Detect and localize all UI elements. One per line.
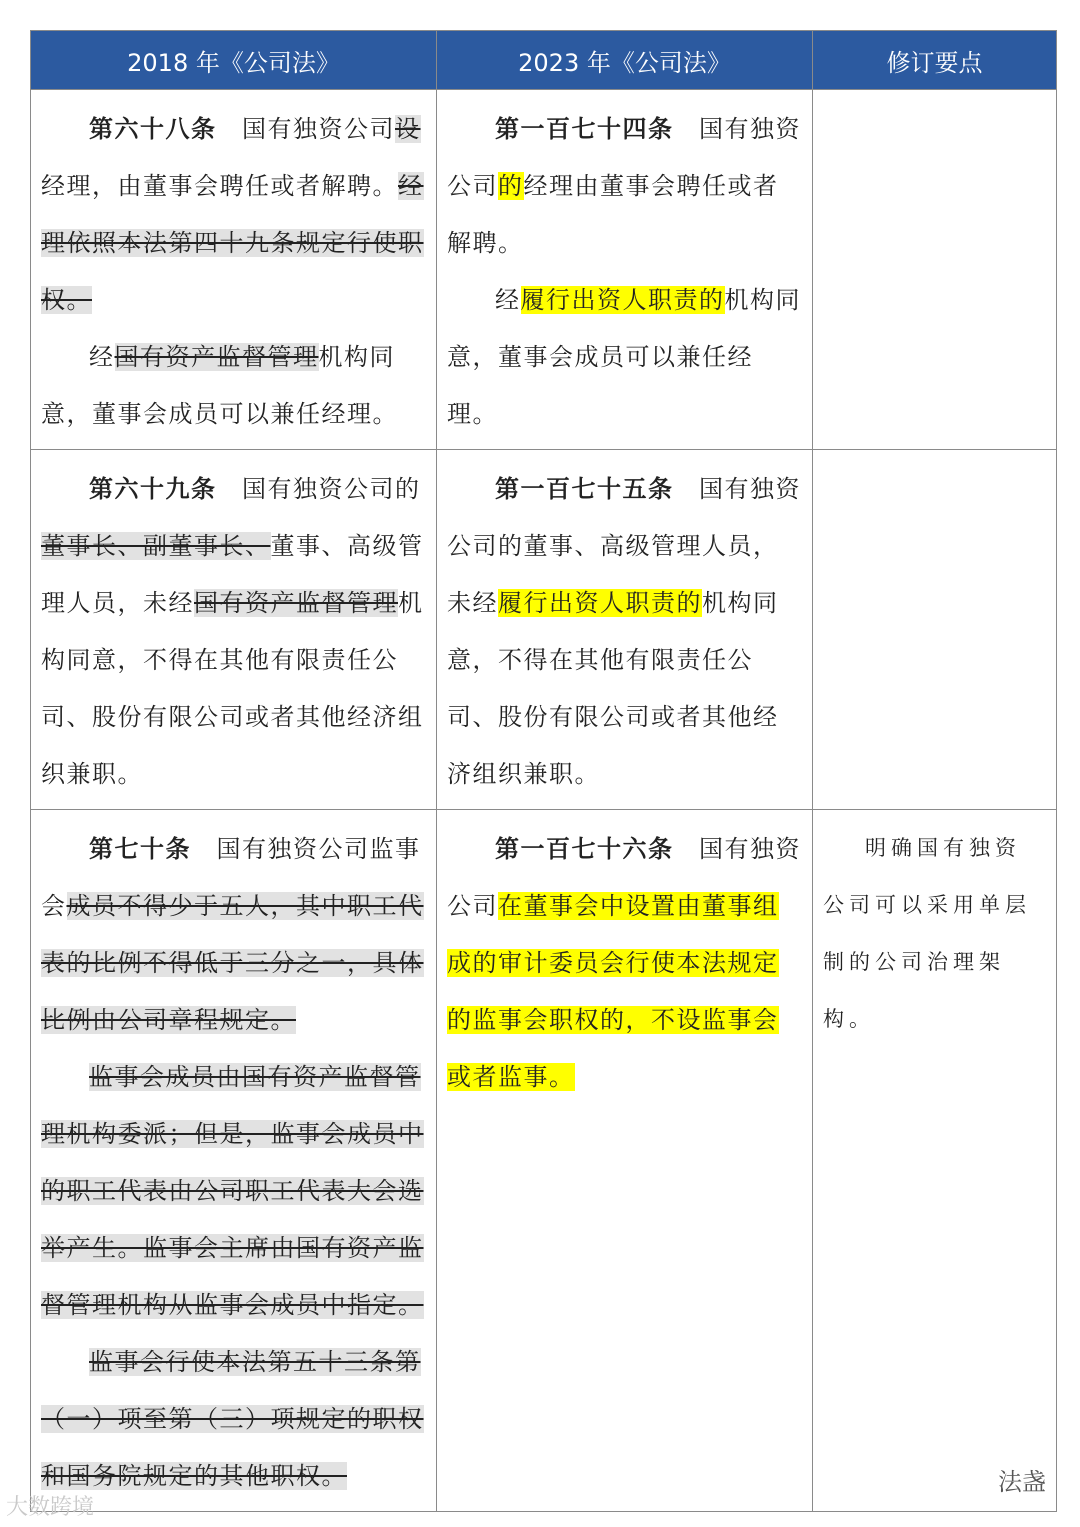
text: 机构同意，董事会成员可以兼任经理。 [41,343,398,428]
text: 经 [495,286,521,314]
text: 国有独资公司的董事、高级管理人员，未经 [447,475,801,617]
old-law-cell [31,450,437,810]
new-law-cell [437,810,813,1512]
text: 国有独资公司 [447,115,801,200]
deleted-text: 董事长、副董事长、 [41,532,271,560]
article-number: 第一百七十五条 [495,474,674,503]
header-2023: 2023 年《公司法》 [437,31,813,90]
paragraph [41,820,426,1049]
table-row [31,450,1057,810]
article-number: 第七十条 [89,834,191,863]
deleted-text: 成员不得少于五人，其中职工代表的比例不得低于三分之一，具体比例由公司章程规定。 [41,892,424,1034]
highlighted-text: 的 [498,172,524,200]
text: 机构同意，董事会成员可以兼任经理。 [447,286,801,428]
deleted-text: 国有资产监督管理 [194,589,398,617]
paragraph [447,272,802,443]
paragraph [447,820,802,1106]
text: 国有独资公司监事会 [41,835,421,920]
text: 国有独资公司 [447,835,801,920]
article-number: 第一百七十六条 [495,834,674,863]
header-notes: 修订要点 [813,31,1057,90]
watermark-left: 大数跨境 [6,1495,95,1520]
notes-cell [813,450,1057,810]
text: 董事、高级管理人员，未经 [41,532,424,617]
deleted-text: 监事会成员由国有资产监督管理机构委派；但是，监事会成员中的职工代表由公司职工代表大会选举产生。监事会主席由国有资产监督管理机构从监事会成员中指定。 [41,1063,424,1319]
text: 经理，由董事会聘任或者解聘。 [41,172,398,200]
header-2018: 2018 年《公司法》 [31,31,437,90]
deleted-text: 监事会行使本法第五十三条第（一）项至第（三）项规定的职权和国务院规定的其他职权。 [41,1348,424,1490]
header-row [31,31,1057,90]
paragraph [447,460,802,803]
paragraph [447,100,802,272]
article-number: 第六十八条 [89,114,217,143]
text: 经 [89,343,115,371]
highlighted-text: 履行出资人职责的 [520,286,725,314]
watermark-right: 法盏 [998,1468,1046,1496]
new-law-cell [437,90,813,450]
highlighted-text: 履行出资人职责的 [498,589,702,617]
notes-cell [813,810,1057,1512]
article-number: 第一百七十四条 [495,114,674,143]
paragraph [41,1334,426,1505]
deleted-text: 国有资产监督管理 [114,343,319,371]
article-number: 第六十九条 [89,474,217,503]
new-law-cell [437,450,813,810]
paragraph [41,1049,426,1334]
highlighted-text: 在董事会中设置由董事组成的审计委员会行使本法规定的监事会职权的，不设监事会或者监事。 [447,892,779,1091]
revision-note: 明确国有独资公司可以采用单层制的公司治理架构。 [823,836,1031,1031]
deleted-text: 经理依照本法第四十九条规定行使职权。 [41,172,424,314]
law-comparison-table [30,30,1057,1512]
paragraph [41,460,426,803]
old-law-cell [31,810,437,1512]
text: 机构同意，不得在其他有限责任公司、股份有限公司或者其他经济组织兼职。 [41,589,424,788]
old-law-cell [31,90,437,450]
deleted-text: 设 [395,115,421,143]
notes-cell [813,90,1057,450]
table-row [31,90,1057,450]
table-row [31,810,1057,1512]
text: 国有独资公司的 [216,475,421,503]
text: 国有独资公司 [216,115,395,143]
text: 经理由董事会聘任或者解聘。 [447,172,779,257]
paragraph [41,329,426,443]
paragraph [41,100,426,329]
text: 机构同意，不得在其他有限责任公司、股份有限公司或者其他经济组织兼职。 [447,589,779,788]
